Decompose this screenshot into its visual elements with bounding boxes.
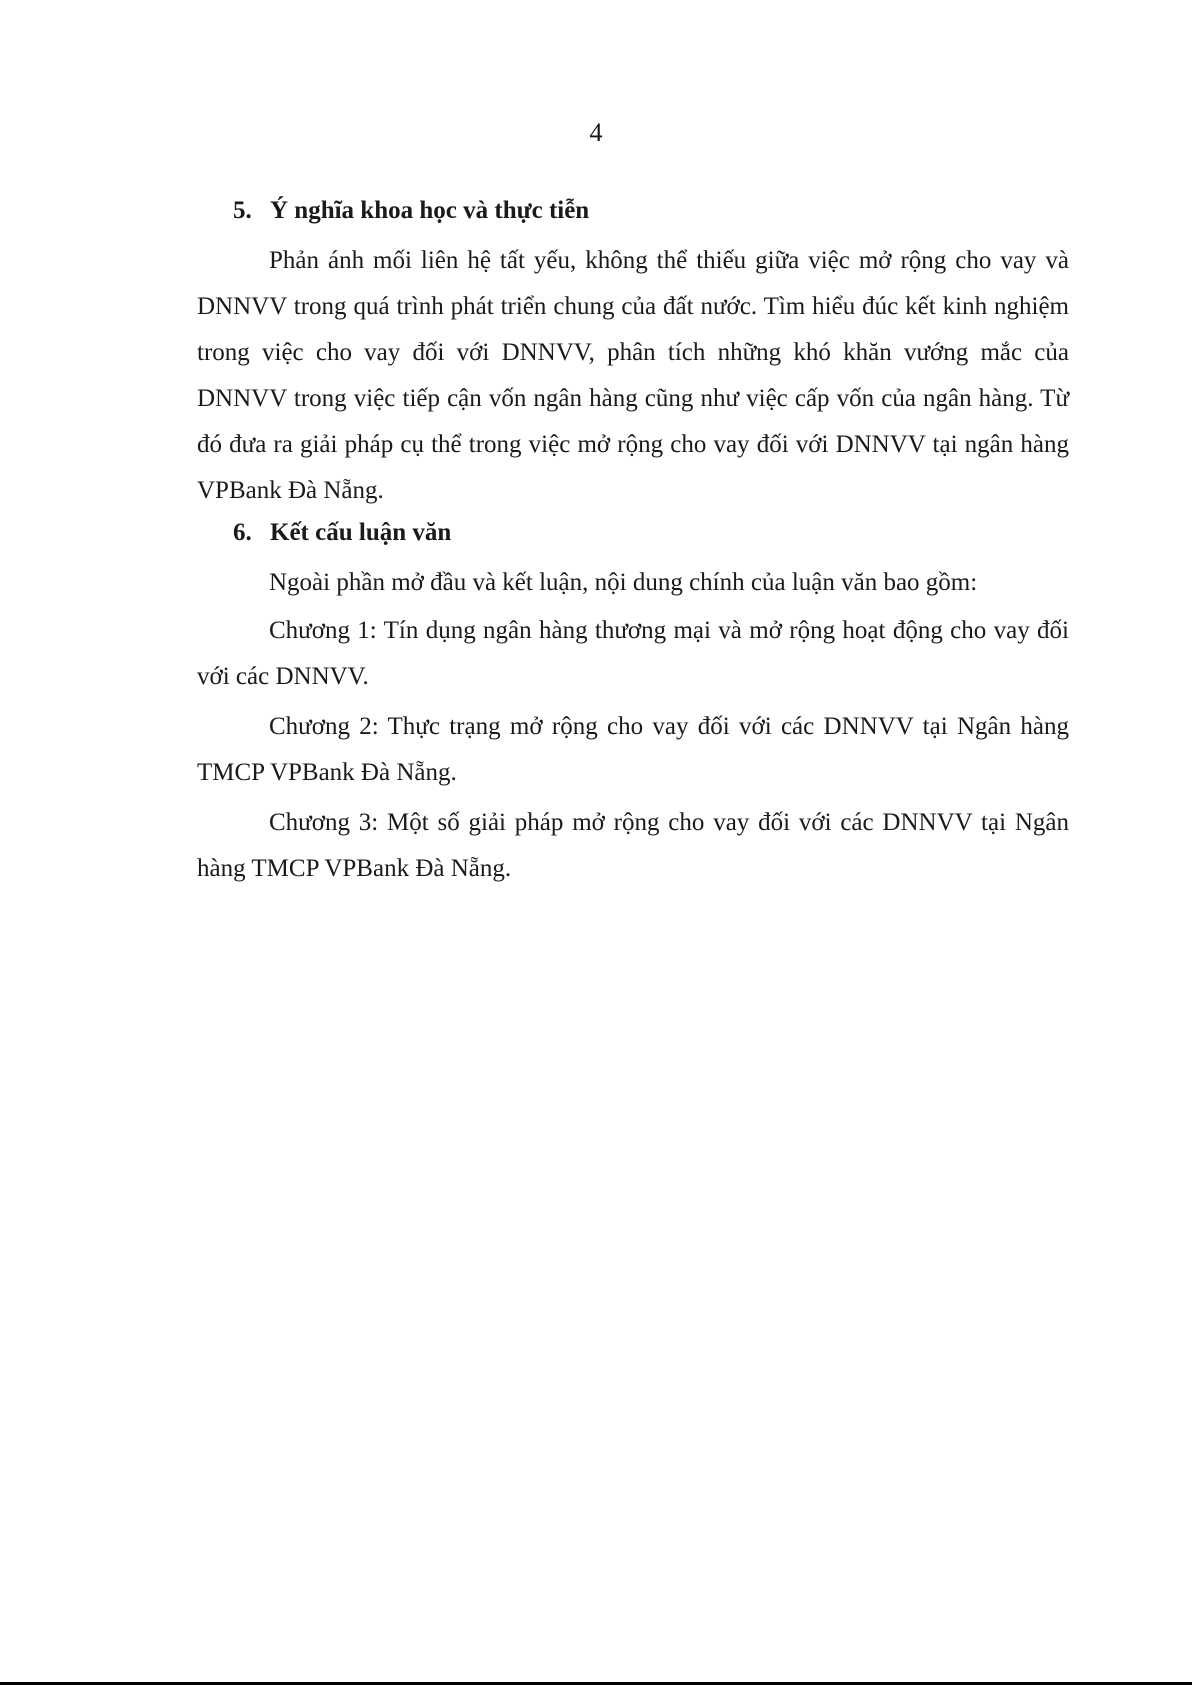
document-body <box>197 196 1069 896</box>
section-6-title: Kết cấu luận văn <box>270 519 452 546</box>
section-5-number: 5. <box>233 197 252 224</box>
section-6-heading <box>233 518 1069 548</box>
chapter-1-paragraph: Chương 1: Tín dụng ngân hàng thương mại và mở rộng hoạt động cho vay đối với các DNNVV. <box>197 617 1069 690</box>
section-5-heading <box>233 196 1069 226</box>
section-5-paragraph: Phản ánh mối liên hệ tất yếu, không thể thiếu giữa việc mở rộng cho vay và DNNVV trong quá trình phát triển chung của đất nước. Tìm hiểu đúc kết kinh nghiệm trong việc cho vay đối với DNNVV, phân tích những khó khăn vướng mắc của DNNVV trong việc tiếp cận vốn ngân hàng cũng như việc cấp vốn của ngân hàng. Từ đó đưa ra giải pháp cụ thể trong việc mở rộng cho vay đối với DNNVV tại ngân hàng VPBank Đà Nẵng. <box>197 247 1069 504</box>
section-6-intro: Ngoài phần mở đầu và kết luận, nội dung chính của luận văn bao gồm: <box>269 569 978 596</box>
section-5-title: Ý nghĩa khoa học và thực tiễn <box>270 197 590 224</box>
chapter-3-paragraph: Chương 3: Một số giải pháp mở rộng cho vay đối với các DNNVV tại Ngân hàng TMCP VPBank Đà Nẵng. <box>197 809 1069 882</box>
page-number: 4 <box>589 118 603 147</box>
chapter-2-paragraph: Chương 2: Thực trạng mở rộng cho vay đối với các DNNVV tại Ngân hàng TMCP VPBank Đà Nẵng. <box>197 713 1069 786</box>
section-6-number: 6. <box>233 519 252 546</box>
